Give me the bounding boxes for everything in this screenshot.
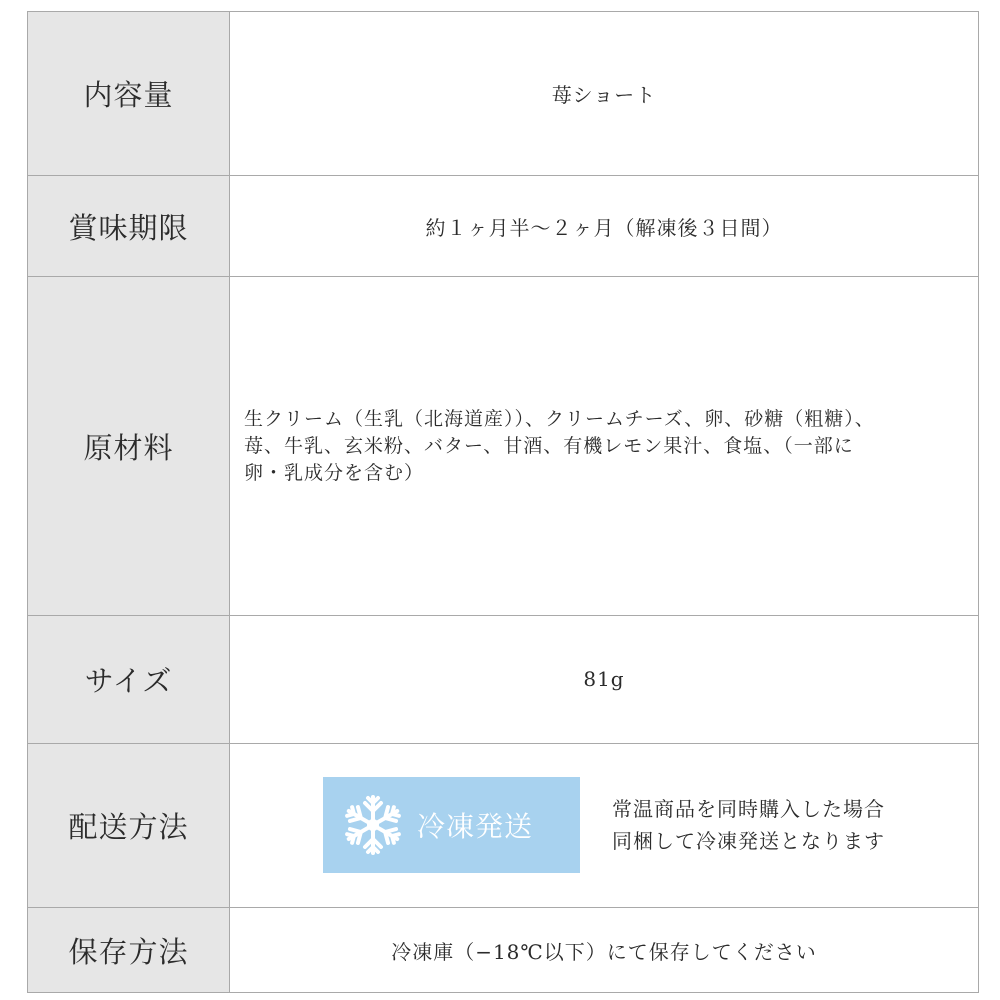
label-ingredients: 原材料 bbox=[28, 277, 230, 614]
ingredients-text bbox=[244, 406, 875, 487]
row-best-before bbox=[28, 176, 978, 278]
label-storage: 保存方法 bbox=[28, 908, 230, 992]
value-ingredients bbox=[230, 277, 978, 614]
value-contents: 苺ショート bbox=[551, 82, 657, 107]
frozen-shipping-badge bbox=[323, 777, 580, 873]
shipping-content bbox=[323, 777, 885, 873]
frozen-shipping-label: 冷凍発送 bbox=[417, 810, 534, 844]
snowflake-icon bbox=[341, 793, 405, 857]
label-contents: 内容量 bbox=[28, 12, 230, 175]
shipping-note-line: 同梱して冷凍発送となります bbox=[612, 829, 885, 854]
row-size bbox=[28, 616, 978, 744]
row-ingredients bbox=[28, 277, 978, 615]
value-storage: 冷凍庫（−18℃以下）にて保存してください bbox=[391, 939, 817, 964]
value-size: 81g bbox=[583, 667, 625, 692]
ingredients-line: 苺、牛乳、玄米粉、バター、甘酒、有機レモン果汁、食塩、（一部に bbox=[244, 434, 854, 457]
row-storage bbox=[28, 908, 978, 992]
row-shipping bbox=[28, 744, 978, 909]
product-info-table bbox=[27, 11, 979, 993]
shipping-note bbox=[612, 793, 885, 857]
ingredients-line: 卵・乳成分を含む） bbox=[244, 461, 425, 484]
label-shipping: 配送方法 bbox=[28, 744, 230, 908]
shipping-note-line: 常温商品を同時購入した場合 bbox=[612, 797, 885, 822]
value-best-before: 約１ヶ月半〜２ヶ月（解凍後３日間） bbox=[425, 215, 783, 240]
value-shipping bbox=[230, 744, 978, 908]
label-best-before: 賞味期限 bbox=[28, 176, 230, 277]
label-size: サイズ bbox=[28, 616, 230, 743]
ingredients-line: 生クリーム（生乳（北海道産））、クリームチーズ、卵、砂糖（粗糖）、 bbox=[244, 407, 875, 430]
row-contents bbox=[28, 12, 978, 176]
